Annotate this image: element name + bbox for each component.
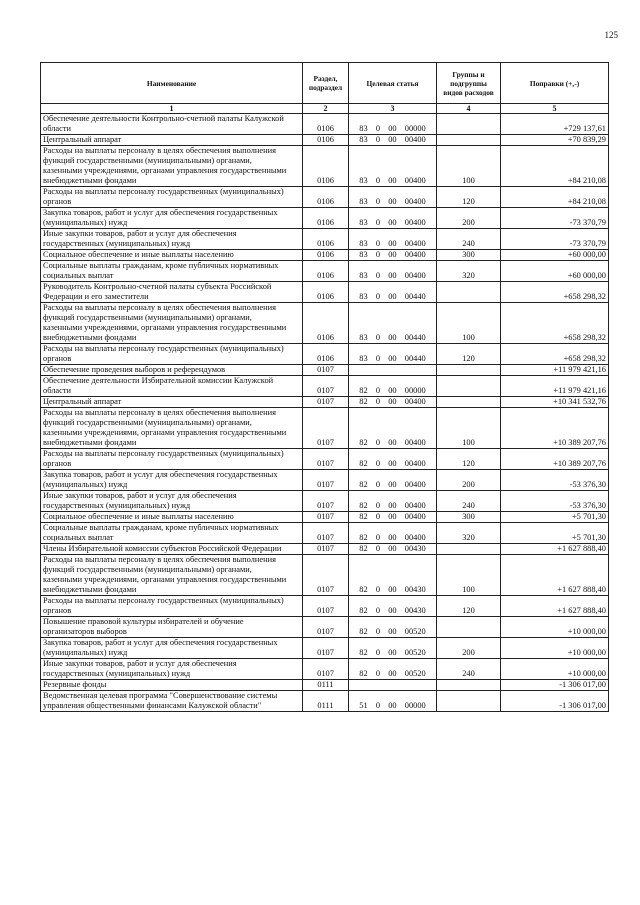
row-group: 320 bbox=[437, 523, 501, 544]
row-group bbox=[437, 691, 501, 712]
row-amount: +1 627 888,40 bbox=[501, 544, 609, 555]
row-target: 82 0 00 00000 bbox=[349, 376, 437, 397]
row-section: 0106 bbox=[303, 250, 349, 261]
row-target: 83 0 00 00400 bbox=[349, 261, 437, 282]
row-target: 83 0 00 00400 bbox=[349, 208, 437, 229]
row-group: 120 bbox=[437, 449, 501, 470]
row-section: 0106 bbox=[303, 303, 349, 344]
table-row bbox=[41, 250, 609, 261]
row-amount: +11 979 421,16 bbox=[501, 376, 609, 397]
header-groups: Группы и подгруппы видов расходов bbox=[437, 63, 501, 104]
row-section: 0107 bbox=[303, 523, 349, 544]
table-row bbox=[41, 638, 609, 659]
row-name: Расходы на выплаты персоналу государственных (муниципальных) органов bbox=[41, 449, 303, 470]
header-name: Наименование bbox=[41, 63, 303, 104]
row-group bbox=[437, 617, 501, 638]
row-group: 100 bbox=[437, 408, 501, 449]
row-section: 0107 bbox=[303, 544, 349, 555]
row-amount: +60 000,00 bbox=[501, 250, 609, 261]
table-row bbox=[41, 303, 609, 344]
row-target: 82 0 00 00520 bbox=[349, 617, 437, 638]
row-target: 82 0 00 00400 bbox=[349, 449, 437, 470]
row-group: 240 bbox=[437, 491, 501, 512]
row-amount: -1 306 017,00 bbox=[501, 680, 609, 691]
row-name: Расходы на выплаты персоналу в целях обеспечения выполнения функций государственными (муниципальными) органами, казенными учреждениями, органами управления государственными внебюджетными фондами bbox=[41, 146, 303, 187]
column-number: 4 bbox=[437, 104, 501, 114]
row-name: Расходы на выплаты персоналу в целях обеспечения выполнения функций государственными (муниципальными) органами, казенными учреждениями, органами управления государственными внебюджетными фондами bbox=[41, 408, 303, 449]
row-amount: +60 000,00 bbox=[501, 261, 609, 282]
row-amount: +10 389 207,76 bbox=[501, 408, 609, 449]
table-row bbox=[41, 229, 609, 250]
row-section: 0107 bbox=[303, 470, 349, 491]
column-number: 2 bbox=[303, 104, 349, 114]
row-name: Повышение правовой культуры избирателей и обучение организаторов выборов bbox=[41, 617, 303, 638]
row-name: Ведомственная целевая программа "Совершенствование системы управления общественными финансами Калужской области" bbox=[41, 691, 303, 712]
row-target bbox=[349, 365, 437, 376]
table-row bbox=[41, 397, 609, 408]
table-row bbox=[41, 376, 609, 397]
table-row bbox=[41, 523, 609, 544]
row-group: 200 bbox=[437, 638, 501, 659]
row-target: 82 0 00 00520 bbox=[349, 659, 437, 680]
row-amount: +10 000,00 bbox=[501, 659, 609, 680]
page-number: 125 bbox=[604, 30, 618, 40]
table-row bbox=[41, 146, 609, 187]
table-row bbox=[41, 282, 609, 303]
row-amount: +1 627 888,40 bbox=[501, 596, 609, 617]
row-target bbox=[349, 680, 437, 691]
row-group: 100 bbox=[437, 555, 501, 596]
row-group: 100 bbox=[437, 303, 501, 344]
row-section: 0106 bbox=[303, 187, 349, 208]
table-row bbox=[41, 544, 609, 555]
row-name: Члены Избирательной комиссии субъектов Российской Федерации bbox=[41, 544, 303, 555]
row-amount: +5 701,30 bbox=[501, 523, 609, 544]
row-section: 0107 bbox=[303, 376, 349, 397]
row-name: Центральный аппарат bbox=[41, 135, 303, 146]
row-target: 82 0 00 00400 bbox=[349, 397, 437, 408]
row-group: 320 bbox=[437, 261, 501, 282]
row-amount: -73 370,79 bbox=[501, 208, 609, 229]
row-name: Резервные фонды bbox=[41, 680, 303, 691]
row-name: Обеспечение проведения выборов и референдумов bbox=[41, 365, 303, 376]
row-group: 300 bbox=[437, 512, 501, 523]
table-row bbox=[41, 659, 609, 680]
row-name: Социальные выплаты гражданам, кроме публичных нормативных социальных выплат bbox=[41, 261, 303, 282]
row-section: 0111 bbox=[303, 680, 349, 691]
row-section: 0107 bbox=[303, 365, 349, 376]
row-group bbox=[437, 397, 501, 408]
row-name: Обеспечение деятельности Избирательной комиссии Калужской области bbox=[41, 376, 303, 397]
row-section: 0107 bbox=[303, 491, 349, 512]
row-target: 82 0 00 00430 bbox=[349, 596, 437, 617]
row-section: 0106 bbox=[303, 114, 349, 135]
row-name: Закупка товаров, работ и услуг для обеспечения государственных (муниципальных) нужд bbox=[41, 208, 303, 229]
row-group: 120 bbox=[437, 187, 501, 208]
column-number: 5 bbox=[501, 104, 609, 114]
column-number: 1 bbox=[41, 104, 303, 114]
row-name: Расходы на выплаты персоналу государственных (муниципальных) органов bbox=[41, 187, 303, 208]
row-name: Иные закупки товаров, работ и услуг для обеспечения государственных (муниципальных) нужд bbox=[41, 229, 303, 250]
row-name: Обеспечение деятельности Контрольно-счетной палаты Калужской области bbox=[41, 114, 303, 135]
row-section: 0107 bbox=[303, 397, 349, 408]
row-amount: +70 839,29 bbox=[501, 135, 609, 146]
row-target: 83 0 00 00000 bbox=[349, 114, 437, 135]
row-group: 120 bbox=[437, 344, 501, 365]
row-group bbox=[437, 114, 501, 135]
row-amount: -1 306 017,00 bbox=[501, 691, 609, 712]
table-row bbox=[41, 135, 609, 146]
table-row bbox=[41, 555, 609, 596]
table-row bbox=[41, 691, 609, 712]
table-row bbox=[41, 208, 609, 229]
header-amendments: Поправки (+,-) bbox=[501, 63, 609, 104]
row-amount: +5 701,30 bbox=[501, 512, 609, 523]
row-section: 0107 bbox=[303, 617, 349, 638]
row-group: 300 bbox=[437, 250, 501, 261]
row-amount: -53 376,30 bbox=[501, 470, 609, 491]
row-amount: +10 341 532,76 bbox=[501, 397, 609, 408]
row-target: 82 0 00 00430 bbox=[349, 555, 437, 596]
row-amount: -53 376,30 bbox=[501, 491, 609, 512]
header-row bbox=[41, 63, 609, 104]
table-row bbox=[41, 470, 609, 491]
table-row bbox=[41, 449, 609, 470]
row-group: 200 bbox=[437, 208, 501, 229]
row-amount: +84 210,08 bbox=[501, 146, 609, 187]
row-group bbox=[437, 544, 501, 555]
table-row bbox=[41, 617, 609, 638]
row-group: 240 bbox=[437, 659, 501, 680]
table-row bbox=[41, 680, 609, 691]
row-name: Закупка товаров, работ и услуг для обеспечения государственных (муниципальных) нужд bbox=[41, 470, 303, 491]
row-section: 0107 bbox=[303, 408, 349, 449]
table-row bbox=[41, 261, 609, 282]
table-row bbox=[41, 596, 609, 617]
row-group bbox=[437, 680, 501, 691]
row-target: 83 0 00 00400 bbox=[349, 250, 437, 261]
row-section: 0106 bbox=[303, 282, 349, 303]
row-group bbox=[437, 135, 501, 146]
row-amount: +658 298,32 bbox=[501, 282, 609, 303]
row-amount: -73 370,79 bbox=[501, 229, 609, 250]
row-target: 82 0 00 00520 bbox=[349, 638, 437, 659]
row-name: Расходы на выплаты персоналу в целях обеспечения выполнения функций государственными (муниципальными) органами, казенными учреждениями, органами управления государственными внебюджетными фондами bbox=[41, 555, 303, 596]
row-amount: +658 298,32 bbox=[501, 344, 609, 365]
row-section: 0106 bbox=[303, 135, 349, 146]
row-section: 0111 bbox=[303, 691, 349, 712]
row-name: Закупка товаров, работ и услуг для обеспечения государственных (муниципальных) нужд bbox=[41, 638, 303, 659]
row-amount: +10 000,00 bbox=[501, 638, 609, 659]
table-row bbox=[41, 512, 609, 523]
row-target: 82 0 00 00400 bbox=[349, 491, 437, 512]
row-section: 0107 bbox=[303, 638, 349, 659]
table-row bbox=[41, 114, 609, 135]
row-target: 83 0 00 00400 bbox=[349, 135, 437, 146]
row-name: Иные закупки товаров, работ и услуг для обеспечения государственных (муниципальных) нужд bbox=[41, 491, 303, 512]
row-section: 0106 bbox=[303, 261, 349, 282]
column-number: 3 bbox=[349, 104, 437, 114]
row-target: 83 0 00 00400 bbox=[349, 146, 437, 187]
table-row bbox=[41, 365, 609, 376]
row-section: 0106 bbox=[303, 146, 349, 187]
row-target: 83 0 00 00400 bbox=[349, 229, 437, 250]
row-name: Расходы на выплаты персоналу в целях обеспечения выполнения функций государственными (муниципальными) органами, казенными учреждениями, органами управления государственными внебюджетными фондами bbox=[41, 303, 303, 344]
row-group: 120 bbox=[437, 596, 501, 617]
row-group bbox=[437, 282, 501, 303]
row-target: 82 0 00 00400 bbox=[349, 470, 437, 491]
row-group bbox=[437, 365, 501, 376]
row-amount: +84 210,08 bbox=[501, 187, 609, 208]
row-section: 0106 bbox=[303, 344, 349, 365]
row-target: 51 0 00 00000 bbox=[349, 691, 437, 712]
row-group: 200 bbox=[437, 470, 501, 491]
row-name: Расходы на выплаты персоналу государственных (муниципальных) органов bbox=[41, 596, 303, 617]
row-target: 83 0 00 00440 bbox=[349, 282, 437, 303]
row-target: 82 0 00 00430 bbox=[349, 544, 437, 555]
table-row bbox=[41, 187, 609, 208]
row-section: 0107 bbox=[303, 512, 349, 523]
row-group: 100 bbox=[437, 146, 501, 187]
row-target: 83 0 00 00440 bbox=[349, 344, 437, 365]
row-amount: +729 137,61 bbox=[501, 114, 609, 135]
row-name: Расходы на выплаты персоналу государственных (муниципальных) органов bbox=[41, 344, 303, 365]
row-section: 0107 bbox=[303, 449, 349, 470]
table-row bbox=[41, 408, 609, 449]
table-row bbox=[41, 344, 609, 365]
row-amount: +10 000,00 bbox=[501, 617, 609, 638]
row-amount: +11 979 421,16 bbox=[501, 365, 609, 376]
row-name: Социальное обеспечение и иные выплаты населению bbox=[41, 250, 303, 261]
header-section: Раздел, подраздел bbox=[303, 63, 349, 104]
row-name: Социальные выплаты гражданам, кроме публичных нормативных социальных выплат bbox=[41, 523, 303, 544]
row-section: 0107 bbox=[303, 659, 349, 680]
table-body bbox=[41, 114, 609, 712]
row-target: 82 0 00 00400 bbox=[349, 408, 437, 449]
row-name: Центральный аппарат bbox=[41, 397, 303, 408]
row-name: Руководитель Контрольно-счетной палаты субъекта Российской Федерации и его заместители bbox=[41, 282, 303, 303]
row-amount: +1 627 888,40 bbox=[501, 555, 609, 596]
row-amount: +10 389 207,76 bbox=[501, 449, 609, 470]
budget-table bbox=[40, 62, 609, 712]
row-group: 240 bbox=[437, 229, 501, 250]
row-target: 83 0 00 00400 bbox=[349, 187, 437, 208]
row-section: 0106 bbox=[303, 208, 349, 229]
row-target: 82 0 00 00400 bbox=[349, 512, 437, 523]
row-target: 82 0 00 00400 bbox=[349, 523, 437, 544]
row-target: 83 0 00 00440 bbox=[349, 303, 437, 344]
column-number-row bbox=[41, 104, 609, 114]
row-group bbox=[437, 376, 501, 397]
table-row bbox=[41, 491, 609, 512]
row-name: Иные закупки товаров, работ и услуг для обеспечения государственных (муниципальных) нужд bbox=[41, 659, 303, 680]
row-amount: +658 298,32 bbox=[501, 303, 609, 344]
row-section: 0107 bbox=[303, 555, 349, 596]
row-section: 0106 bbox=[303, 229, 349, 250]
header-target: Целевая статья bbox=[349, 63, 437, 104]
row-section: 0107 bbox=[303, 596, 349, 617]
row-name: Социальное обеспечение и иные выплаты населению bbox=[41, 512, 303, 523]
